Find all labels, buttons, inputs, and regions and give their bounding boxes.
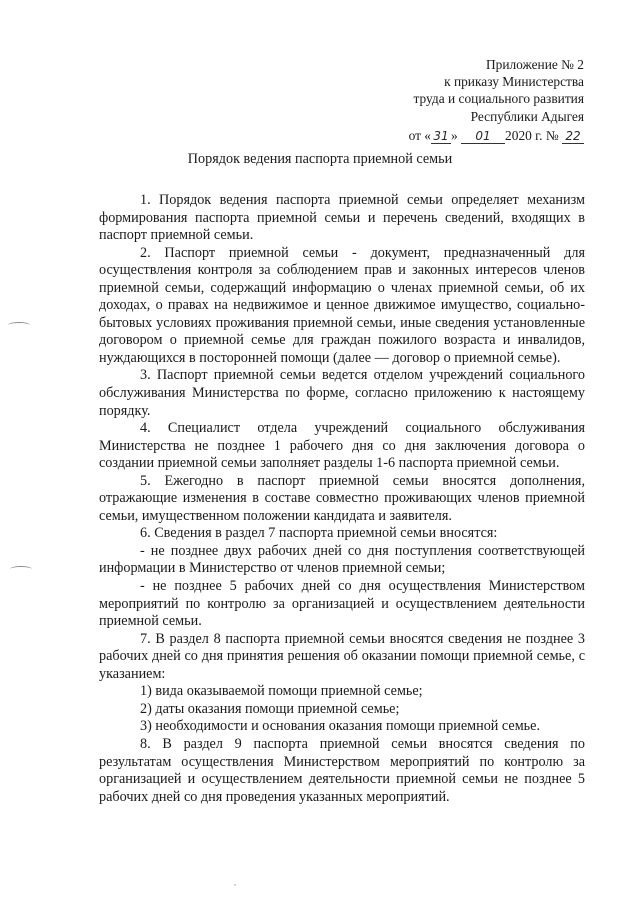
paragraph-5: 5. Ежегодно в паспорт приемной семьи вносятся дополнения, отражающие изменения в составе совместно проживающих членов приемной семьи, имущественном положении кандидата и заявителя.: [99, 472, 585, 524]
paragraph-7-item-3: 3) необходимости и основания оказания помощи приемной семье.: [140, 718, 540, 735]
scan-speck: [234, 884, 236, 886]
paragraph-6: 6. Сведения в раздел 7 паспорта приемной семьи вносятся:: [140, 525, 498, 542]
date-prefix: от «: [408, 127, 431, 143]
paragraph-6-item-2: - не позднее 5 рабочих дней со дня осуществления Министерством мероприятий по контролю за организацией и осуществлением деятельности приемной семьи.: [99, 578, 585, 630]
handwritten-month: 01: [461, 129, 505, 144]
binder-hole-mark: [10, 566, 32, 572]
paragraph-8: 8. В раздел 9 паспорта приемной семьи вносятся сведения по результатам осуществления Министерством мероприятий по контролю за организацией и осуществлением деятельности приемной семьи не позднее 5 рабочих дней со дня проведения указанных мероприятий.: [99, 735, 585, 805]
ministry-name: труда и социального развития: [413, 91, 584, 107]
appendix-header: [409, 56, 584, 144]
paragraph-7: 7. В раздел 8 паспорта приемной семьи вносятся сведения не позднее 3 рабочих дней со дня принятия решения об оказании помощи приемной семье, с указанием:: [99, 630, 585, 682]
paragraph-3: 3. Паспорт приемной семьи ведется отделом учреждений социального обслуживания Министерства по форме, согласно приложению к настоящему порядку.: [99, 367, 585, 419]
paragraph-4: 4. Специалист отдела учреждений социального обслуживания Министерства не позднее 1 рабочего дня со дня заключения договора о создании приемной семьи заполняет разделы 1-6 паспорта приемной семьи.: [99, 420, 585, 472]
paragraph-1: 1. Порядок ведения паспорта приемной семьи определяет механизм формирования паспорта приемной семьи и перечень сведений, входящих в паспорт приемной семьи.: [99, 192, 585, 244]
document-title: Порядок ведения паспорта приемной семьи: [187, 151, 453, 167]
document-body: [99, 192, 585, 806]
binder-hole-mark: [8, 322, 30, 328]
handwritten-day: 31: [431, 129, 451, 144]
republic-name: Республики Адыгея: [470, 108, 584, 124]
paragraph-7-item-2: 2) даты оказания помощи приемной семье;: [140, 700, 400, 717]
date-mid: »: [450, 127, 458, 143]
paragraph-7-item-1: 1) вида оказываемой помощи приемной семье;: [140, 683, 423, 700]
handwritten-order-number: 22: [562, 129, 584, 144]
appendix-number: Приложение № 2: [485, 57, 584, 72]
date-year: 2020 г. №: [505, 127, 559, 143]
order-reference: к приказу Министерства: [444, 74, 584, 90]
paragraph-2: 2. Паспорт приемной семьи - документ, предназначенный для осуществления контроля за соблюдением прав и законных интересов членов приемной семьи, содержащий информацию о членах приемной семьи, об их доходах, о правах на недвижимое и ценное движимое имущество, социально-бытовых условиях проживания приемной семьи, иные сведения установленные договором о приемной семье для граждан пожилого возраста и инвалидов, нуждающихся в посторонней помощи (далее — договор о приемной семье).: [99, 244, 585, 366]
order-date-line: [409, 127, 584, 144]
paragraph-6-item-1: - не позднее двух рабочих дней со дня поступления соответствующей информации в Министерство от членов приемной семьи;: [99, 542, 585, 577]
